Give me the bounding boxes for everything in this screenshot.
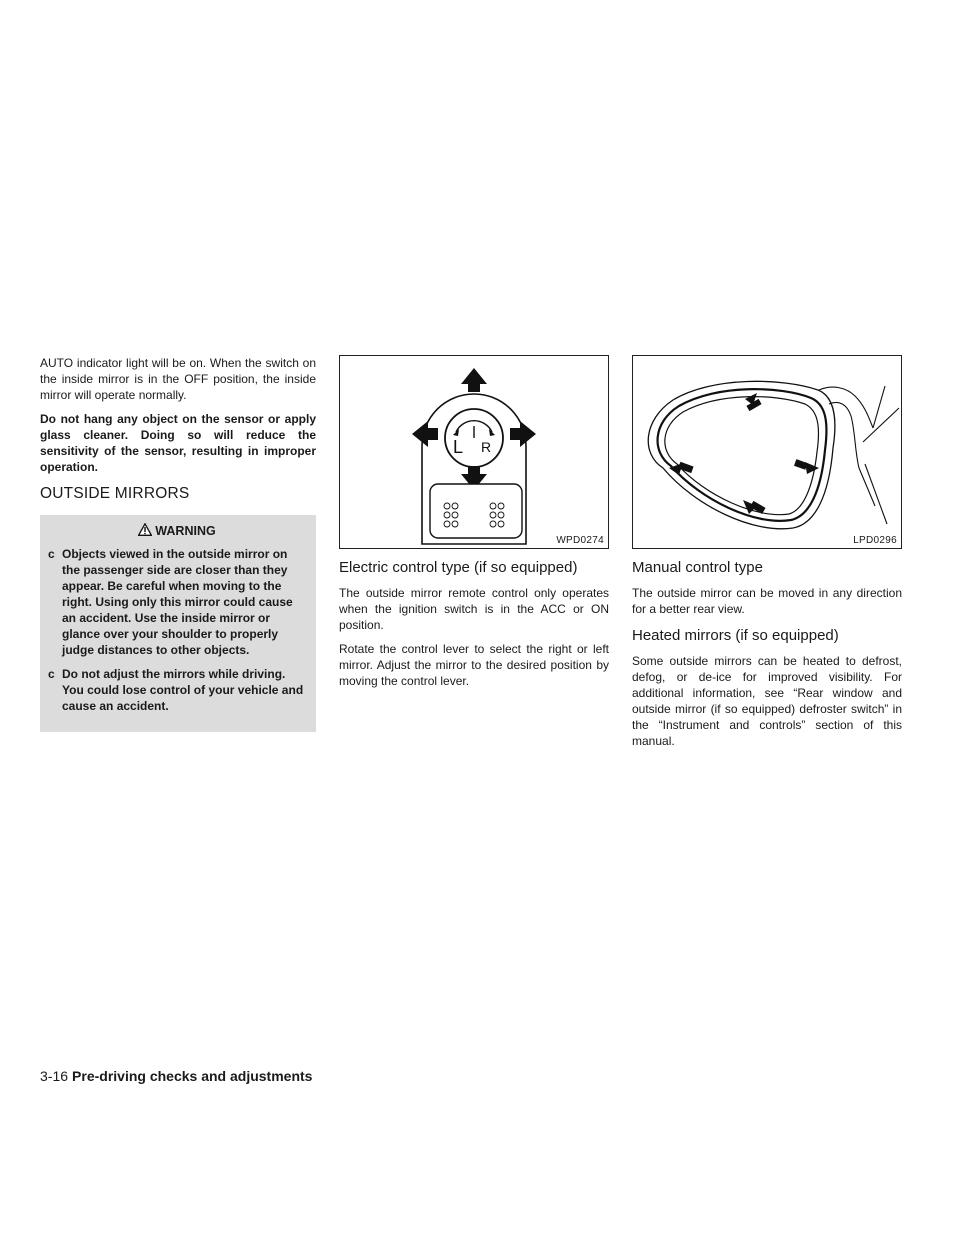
intro-paragraph: AUTO indicator light will be on. When the switch on the inside mirror is in the OFF position, the inside mirror will operate normally. [40,356,316,402]
section-title: OUTSIDE MIRRORS [40,485,190,502]
electric-control-paragraph: Rotate the control lever to select the right or left mirror. Adjust the mirror to the desired position by moving the control lever. [339,642,609,688]
warning-triangle-icon [138,523,152,539]
page-footer [40,1068,312,1084]
bullet-glyph: c [48,667,55,681]
warning-box [40,515,316,732]
warning-item [48,546,306,658]
right-label: R [481,439,492,455]
column-left [40,355,316,732]
manual-control-heading: Manual control type [632,559,763,576]
column-right [632,355,902,757]
mirror-control-switch-illustration [340,356,608,548]
manual-control-paragraph: The outside mirror can be moved in any direction for a better rear view. [632,586,902,616]
warning-item-text: Do not adjust the mirrors while driving. You could lose control of your vehicle and cause an accident. [62,667,304,713]
left-label: L [453,437,464,457]
heated-mirrors-paragraph: Some outside mirrors can be heated to defrost, defog, or de-ice for improved visibility. For additional information, see “Rear window and outside mirror (if so equipped) defroster switch” in the “Instrument and controls” section of this manual. [632,654,902,748]
heated-mirrors-heading: Heated mirrors (if so equipped) [632,627,839,644]
sensor-caution: Do not hang any object on the sensor or apply glass cleaner. Doing so will reduce the sensitivity of the sensor, resulting in improper operation. [40,412,316,474]
outside-mirror-figure [632,355,902,549]
figure-code: WPD0274 [556,535,604,546]
electric-control-paragraph: The outside mirror remote control only operates when the ignition switch is in the ACC or ON position. [339,586,609,632]
warning-header [48,523,306,539]
warning-list [48,546,306,714]
mirror-switch-figure [339,355,609,549]
chapter-title: Pre-driving checks and adjustments [72,1068,313,1084]
page-number: 3-16 [40,1068,69,1084]
bullet-glyph: c [48,547,55,561]
warning-item [48,666,306,714]
outside-mirror-illustration [633,356,901,548]
column-middle [339,355,609,697]
warning-title: WARNING [155,524,216,538]
electric-control-heading: Electric control type (if so equipped) [339,559,578,576]
warning-item-text: Objects viewed in the outside mirror on the passenger side are closer than they appear. Be careful when moving to the right. Using only this mirror could cause an accident. Use the inside mirror or glance over your shoulder to properly judge distances to other objects. [62,547,293,657]
figure-code: LPD0296 [853,535,897,546]
